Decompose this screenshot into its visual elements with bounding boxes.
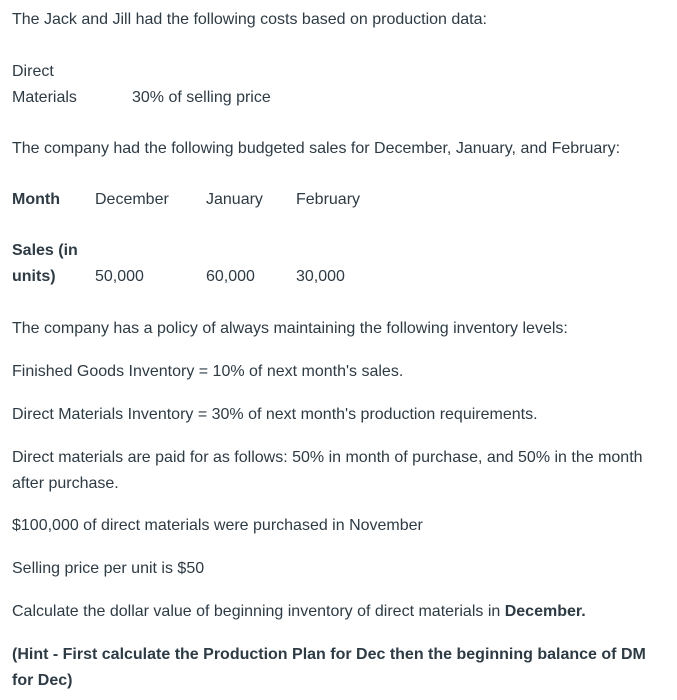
sales-value-december: 50,000 [95, 268, 144, 285]
sales-header-january: January [206, 191, 263, 208]
fg-inventory-text: Finished Goods Inventory = 10% of next month's sales. [12, 363, 404, 380]
hint-text: (Hint - First calculate the Production Plan for Dec then the beginning balance of DM for Dec) [12, 646, 646, 689]
sales-row-label-line2: units) [12, 268, 56, 285]
question-text [12, 602, 586, 622]
sales-header-february: February [296, 191, 361, 208]
question-emphasis: December. [504, 603, 586, 620]
payment-terms-text: Direct materials are paid for as follows: 50% in month of purchase, and 50% in the month after purchase. [12, 449, 643, 492]
selling-price-text: Selling price per unit is $50 [12, 560, 205, 577]
sales-header-december: December [95, 191, 169, 208]
dm-inventory-text: Direct Materials Inventory = 30% of next month's production requirements. [12, 406, 538, 423]
intro-text: The Jack and Jill had the following costs based on production data: [12, 11, 487, 28]
november-purchase-text: $100,000 of direct materials were purchased in November [12, 517, 423, 534]
sales-value-january: 60,000 [206, 268, 255, 285]
question-prefix: Calculate the dollar value of beginning inventory of direct materials in [12, 603, 505, 620]
sales-value-february: 30,000 [296, 268, 345, 285]
sales-header-month: Month [12, 191, 60, 208]
policy-intro-text: The company has a policy of always maintaining the following inventory levels: [12, 320, 568, 337]
sales-row-label-line1: Sales (in [12, 242, 78, 259]
budget-intro-text: The company had the following budgeted sales for December, January, and February: [12, 140, 621, 157]
cost-label-line1: Direct [12, 63, 54, 80]
cost-value: 30% of selling price [132, 89, 271, 106]
cost-label-line2: Materials [12, 89, 77, 106]
